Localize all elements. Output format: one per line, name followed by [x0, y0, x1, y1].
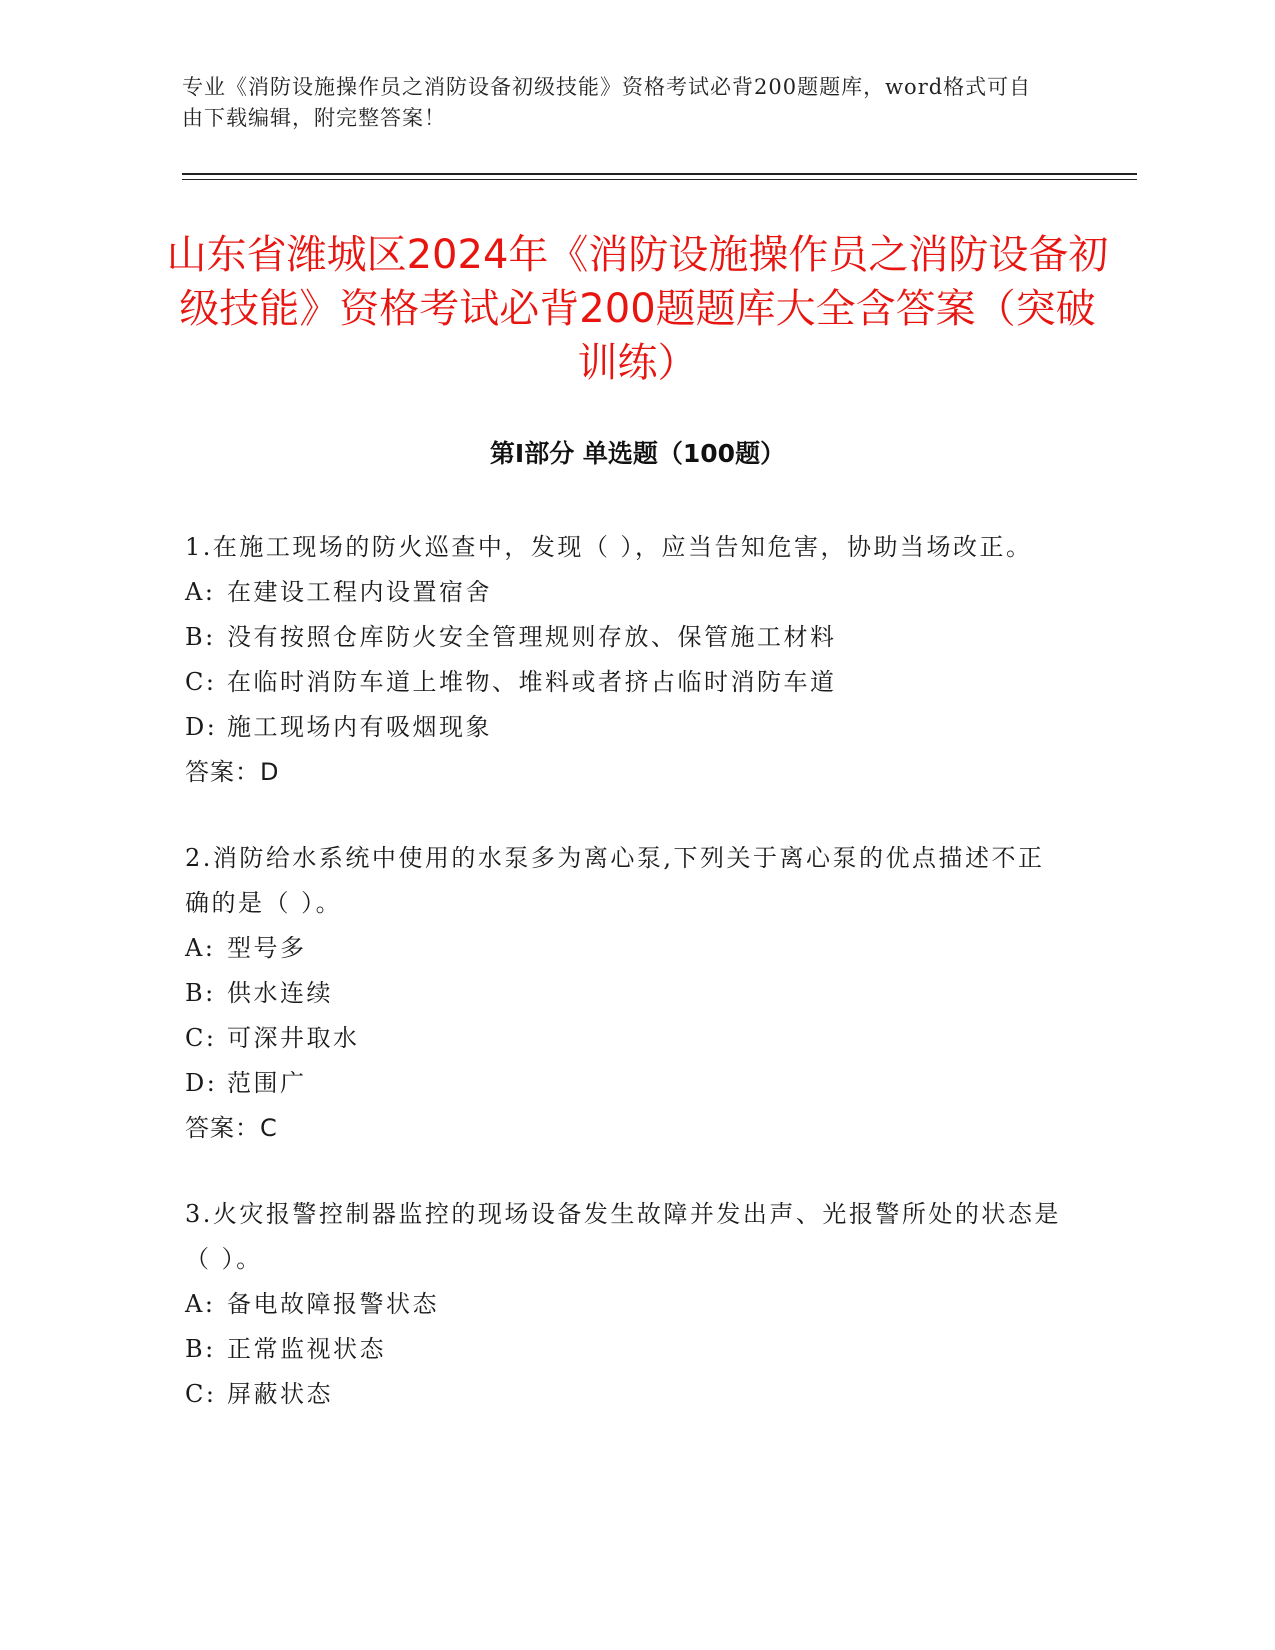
option-key: D: — [185, 713, 218, 741]
option-c — [185, 660, 1065, 705]
header-rule-thin — [182, 179, 1137, 180]
option-c — [185, 1372, 1065, 1417]
option-key: A: — [185, 1290, 216, 1318]
option-text: 施工现场内有吸烟现象 — [227, 713, 492, 741]
question-3 — [185, 1192, 1065, 1417]
option-text: 在建设工程内设置宿舍 — [227, 578, 492, 606]
option-b — [185, 615, 1065, 660]
option-d — [185, 1061, 1065, 1106]
question-stem: 1.在施工现场的防火巡查中，发现（ ），应当告知危害，协助当场改正。 — [185, 533, 1033, 561]
option-text: 范围广 — [227, 1069, 307, 1097]
option-key: C: — [185, 668, 217, 696]
option-key: C: — [185, 1024, 217, 1052]
question-stem: 2.消防给水系统中使用的水泵多为离心泵,下列关于离心泵的优点描述不正确的是（ ）。 — [185, 844, 1045, 917]
question-2 — [185, 836, 1065, 1151]
option-text: 没有按照仓库防火安全管理规则存放、保管施工材料 — [227, 623, 837, 651]
question-1 — [185, 525, 1065, 795]
option-c — [185, 1016, 1065, 1061]
header-rule-thick — [182, 173, 1137, 175]
option-d — [185, 705, 1065, 750]
answer: 答案：D — [185, 758, 280, 786]
option-a — [185, 926, 1065, 971]
option-key: B: — [185, 979, 216, 1007]
option-key: B: — [185, 1335, 216, 1363]
option-text: 在临时消防车道上堆物、堆料或者挤占临时消防车道 — [227, 668, 837, 696]
option-b — [185, 971, 1065, 1016]
option-text: 可深井取水 — [227, 1024, 360, 1052]
answer: 答案：C — [185, 1114, 278, 1142]
option-text: 屏蔽状态 — [227, 1380, 333, 1408]
question-stem: 3.火灾报警控制器监控的现场设备发生故障并发出声、光报警所处的状态是（ ）。 — [185, 1200, 1061, 1273]
option-key: A: — [185, 934, 216, 962]
option-text: 型号多 — [227, 934, 307, 962]
option-a — [185, 570, 1065, 615]
section-title: 第Ⅰ部分 单选题（100题） — [489, 439, 786, 468]
option-key: B: — [185, 623, 216, 651]
option-key: D: — [185, 1069, 218, 1097]
document-title: 山东省潍城区2024年《消防设施操作员之消防设备初级技能》资格考试必背200题题库大全含答案（突破训练） — [166, 232, 1109, 386]
option-a — [185, 1282, 1065, 1327]
header-note: 专业《消防设施操作员之消防设备初级技能》资格考试必背200题题库，word格式可自由下载编辑，附完整答案！ — [182, 75, 1032, 130]
option-text: 供水连续 — [227, 979, 333, 1007]
option-text: 正常监视状态 — [227, 1335, 386, 1363]
option-b — [185, 1327, 1065, 1372]
option-text: 备电故障报警状态 — [227, 1290, 439, 1318]
option-key: A: — [185, 578, 216, 606]
question-list — [185, 525, 1065, 1458]
option-key: C: — [185, 1380, 217, 1408]
